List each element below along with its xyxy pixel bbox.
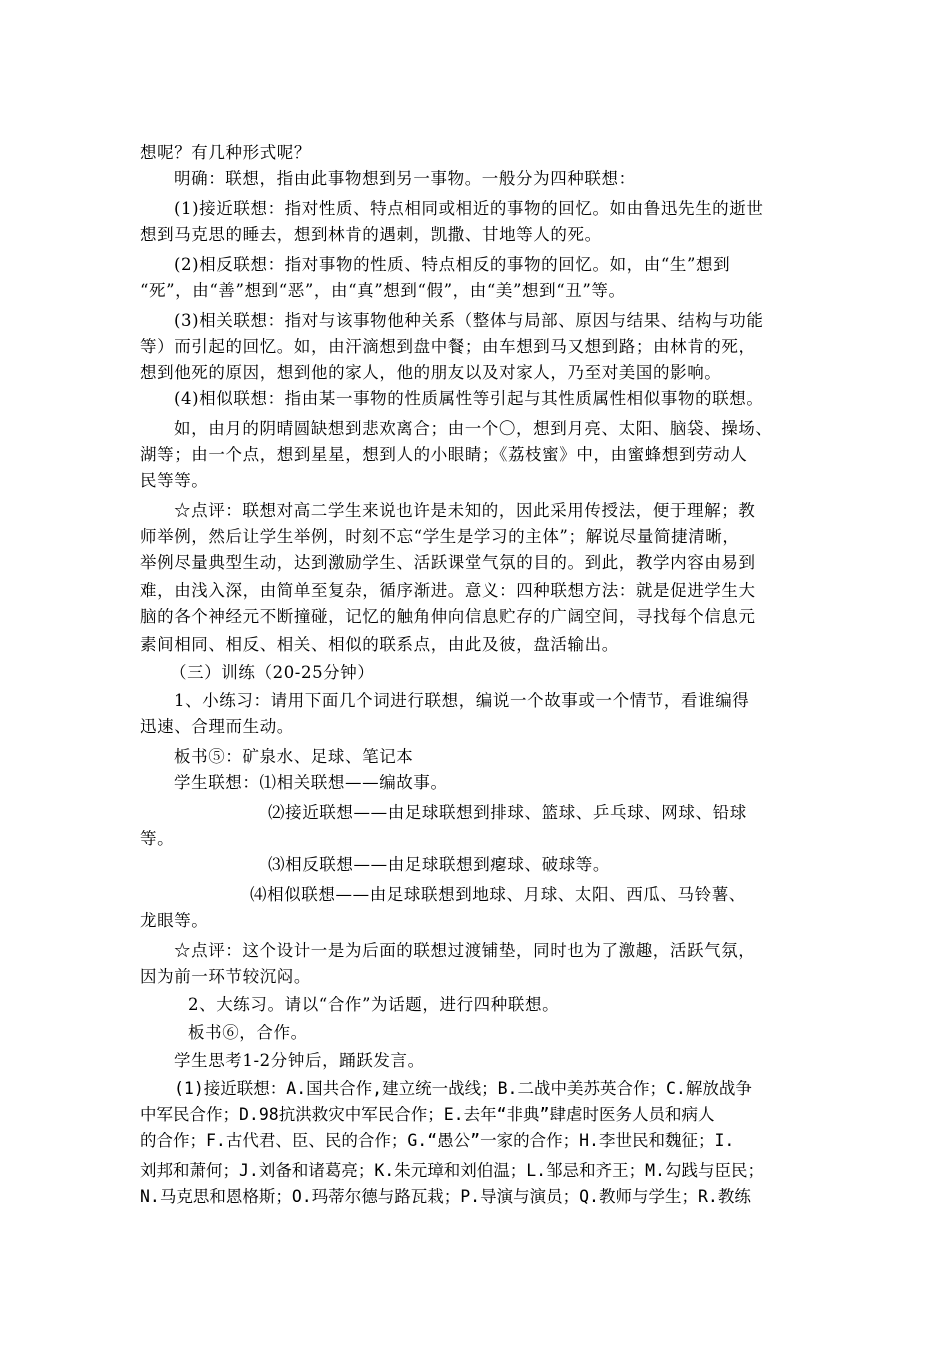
text-line-39: N.马克思和恩格斯；O.玛蒂尔德与路瓦栽；P.导演与演员；Q.教师与学生；R.教练 bbox=[140, 1187, 751, 1206]
text-line-12: 湖等；由一个点，想到星星，想到人的小眼睛；《荔枝蜜》中，由蜜蜂想到劳动人 bbox=[140, 445, 748, 464]
text-line-7: (3)相关联想：指对与该事物他种关系（整体与局部、原因与结果、结构与功能 bbox=[174, 311, 764, 330]
text-line-16: 举例尽量典型生动，达到激励学生、活跃课堂气氛的目的。到此，教学内容由易到 bbox=[140, 553, 756, 572]
text-line-1: 想呢？有几种形式呢？ bbox=[140, 143, 311, 162]
text-line-35: (1)接近联想：A.国共合作,建立统一战线；B.二战中美苏英合作；C.解放战争 bbox=[174, 1079, 752, 1098]
text-line-10: (4)相似联想：指由某一事物的性质属性等引起与其性质属性相似事物的联想。 bbox=[174, 389, 764, 408]
text-line-15: 师举例，然后让学生举例，时刻不忘“学生是学习的主体”；解说尽量简捷清晰， bbox=[140, 527, 740, 546]
text-line-32: 2、大练习。请以“合作”为话题，进行四种联想。 bbox=[188, 995, 560, 1014]
text-line-30: ☆点评：这个设计一是为后面的联想过渡铺垫，同时也为了激趣，活跃气氛， bbox=[174, 941, 756, 960]
text-line-31: 因为前一环节较沉闷。 bbox=[140, 967, 311, 986]
text-line-22: 迅速、合理而生动。 bbox=[140, 717, 294, 736]
text-line-29: 龙眼等。 bbox=[140, 911, 209, 930]
text-line-11: 如，由月的阴晴圆缺想到悲欢离合；由一个〇，想到月亮、太阳、脑袋、操场、 bbox=[174, 419, 773, 438]
text-line-13: 民等等。 bbox=[140, 471, 209, 490]
text-line-33: 板书⑥，合作。 bbox=[188, 1023, 308, 1042]
text-line-3: (1)接近联想：指对性质、特点相同或相近的事物的回忆。如由鲁迅先生的逝世 bbox=[174, 199, 764, 218]
text-line-18: 脑的各个神经元不断撞碰，记忆的触角伸向信息贮存的广阔空间，寻找每个信息元 bbox=[140, 607, 756, 626]
text-line-21: 1、小练习：请用下面几个词进行联想，编说一个故事或一个情节，看谁编得 bbox=[174, 691, 750, 710]
text-line-26: 等。 bbox=[140, 829, 175, 848]
text-line-23: 板书⑤：矿泉水、足球、笔记本 bbox=[174, 747, 414, 766]
text-line-19: 素间相同、相反、相关、相似的联系点，由此及彼，盘活输出。 bbox=[140, 635, 619, 654]
text-line-24: 学生联想：⑴相关联想——编故事。 bbox=[174, 773, 448, 792]
text-line-38: 刘邦和萧何；J.刘备和诸葛亮；K.朱元璋和刘伯温；L.邹忌和齐王；M.勾践与臣民； bbox=[140, 1161, 764, 1180]
text-line-5: (2)相反联想：指对事物的性质、特点相反的事物的回忆。如，由“生”想到 bbox=[174, 255, 731, 274]
text-line-8: 等）而引起的回忆。如，由汗滴想到盘中餐；由车想到马又想到路；由林肯的死， bbox=[140, 337, 756, 356]
text-line-25: ⑵接近联想——由足球联想到排球、篮球、乒乓球、网球、铅球 bbox=[268, 803, 747, 822]
section-heading-training: （三）训练（20-25分钟） bbox=[170, 663, 375, 682]
text-line-9: 想到他死的原因，想到他的家人，他的朋友以及对家人，乃至对美国的影响。 bbox=[140, 363, 722, 382]
text-line-36: 中军民合作；D.98抗洪救灾中军民合作；E.去年“非典”肆虐时医务人员和病人 bbox=[140, 1105, 715, 1124]
text-line-34: 学生思考1-2分钟后，踊跃发言。 bbox=[174, 1051, 425, 1070]
text-line-6: “死”，由“善”想到“恶”，由“真”想到“假”，由“美”想到“丑”等。 bbox=[140, 281, 626, 300]
text-line-27: ⑶相反联想——由足球联想到瘪球、破球等。 bbox=[268, 855, 610, 874]
text-line-37: 的合作；F.古代君、臣、民的合作；G.“愚公”一家的合作；H.李世民和魏征；I. bbox=[140, 1131, 735, 1150]
text-line-14: ☆点评：联想对高二学生来说也许是未知的，因此采用传授法，便于理解；教 bbox=[174, 501, 756, 520]
text-line-17: 难，由浅入深，由简单至复杂，循序渐进。意义：四种联想方法：就是促进学生大 bbox=[140, 581, 756, 600]
text-line-28: ⑷相似联想——由足球联想到地球、月球、太阳、西瓜、马铃薯、 bbox=[250, 885, 746, 904]
text-line-2: 明确：联想，指由此事物想到另一事物。一般分为四种联想： bbox=[174, 169, 636, 188]
text-line-4: 想到马克思的睡去，想到林肯的遇刺，凯撒、甘地等人的死。 bbox=[140, 225, 602, 244]
